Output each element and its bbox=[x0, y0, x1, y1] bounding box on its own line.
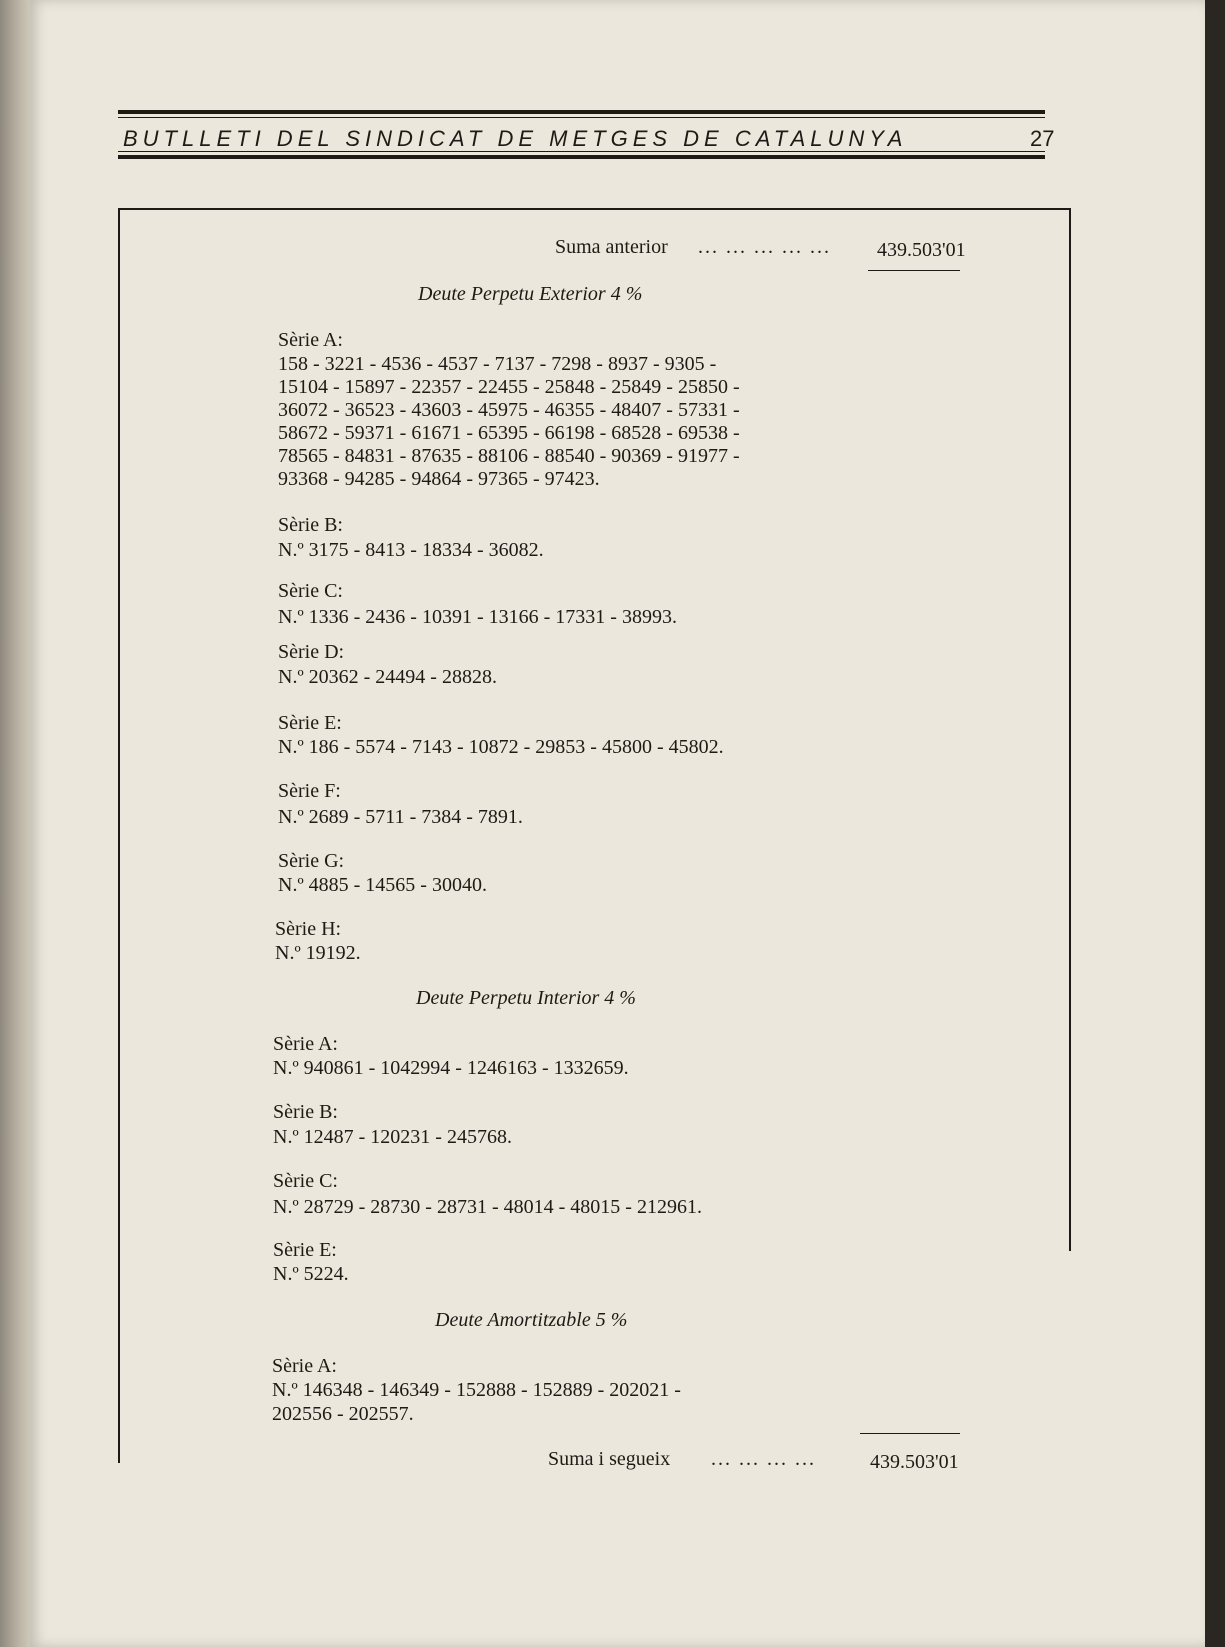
interior-serie-c-label: Sèrie C: bbox=[273, 1170, 338, 1192]
interior-serie-a-numbers: N.º 940861 - 1042994 - 1246163 - 1332659. bbox=[273, 1057, 629, 1079]
header-rule-bottom bbox=[118, 155, 1045, 159]
section-title-interior: Deute Perpetu Interior 4 % bbox=[416, 987, 636, 1009]
exterior-serie-b-numbers: N.º 3175 - 8413 - 18334 - 36082. bbox=[278, 539, 544, 561]
top-total-label: Suma anterior bbox=[555, 236, 668, 258]
exterior-serie-e-numbers: N.º 186 - 5574 - 7143 - 10872 - 29853 - 45800 - 45802. bbox=[278, 736, 724, 758]
document-page bbox=[30, 0, 1205, 1647]
exterior-serie-a-line: 58672 - 59371 - 61671 - 65395 - 66198 - 68528 - 69538 - bbox=[278, 422, 740, 444]
top-total-value: 439.503'01 bbox=[877, 239, 966, 261]
header-rule-top-thin bbox=[118, 117, 1045, 118]
amortitzable-serie-a-label: Sèrie A: bbox=[272, 1355, 337, 1377]
exterior-serie-b-label: Sèrie B: bbox=[278, 514, 343, 536]
exterior-serie-a-line: 158 - 3221 - 4536 - 4537 - 7137 - 7298 - 8937 - 9305 - bbox=[278, 353, 717, 375]
frame-left bbox=[118, 208, 120, 1463]
exterior-serie-h-label: Sèrie H: bbox=[275, 918, 342, 940]
exterior-serie-d-label: Sèrie D: bbox=[278, 641, 345, 663]
exterior-serie-a-line: 93368 - 94285 - 94864 - 97365 - 97423. bbox=[278, 468, 600, 490]
frame-top bbox=[118, 208, 1071, 210]
frame-right bbox=[1069, 208, 1071, 1251]
section-title-exterior: Deute Perpetu Exterior 4 % bbox=[418, 283, 643, 305]
exterior-serie-a-label: Sèrie A: bbox=[278, 329, 343, 351]
page-number: 27 bbox=[1030, 126, 1055, 151]
exterior-serie-f-numbers: N.º 2689 - 5711 - 7384 - 7891. bbox=[278, 806, 523, 828]
exterior-serie-a-line: 78565 - 84831 - 87635 - 88106 - 88540 - 90369 - 91977 - bbox=[278, 445, 740, 467]
amortitzable-serie-a-line: N.º 146348 - 146349 - 152888 - 152889 - 202021 - bbox=[272, 1379, 681, 1401]
interior-serie-a-label: Sèrie A: bbox=[273, 1033, 338, 1055]
interior-serie-e-numbers: N.º 5224. bbox=[273, 1263, 349, 1285]
interior-serie-e-label: Sèrie E: bbox=[273, 1239, 337, 1261]
top-total-dots: ... ... ... ... ... bbox=[698, 236, 831, 258]
exterior-serie-g-numbers: N.º 4885 - 14565 - 30040. bbox=[278, 874, 487, 896]
section-title-amortitzable: Deute Amortitzable 5 % bbox=[435, 1309, 628, 1331]
exterior-serie-c-numbers: N.º 1336 - 2436 - 10391 - 13166 - 17331 - 38993. bbox=[278, 606, 677, 628]
exterior-serie-e-label: Sèrie E: bbox=[278, 712, 342, 734]
facing-page-edge bbox=[0, 0, 30, 1647]
top-total-underline bbox=[868, 270, 960, 271]
bottom-total-value: 439.503'01 bbox=[870, 1451, 959, 1473]
header-title: BUTLLETI DEL SINDICAT DE METGES DE CATALUNYA bbox=[123, 126, 908, 151]
exterior-serie-a-line: 36072 - 36523 - 43603 - 45975 - 46355 - 48407 - 57331 - bbox=[278, 399, 740, 421]
header-rule-top bbox=[118, 110, 1045, 114]
bottom-total-label: Suma i segueix bbox=[548, 1448, 671, 1470]
exterior-serie-d-numbers: N.º 20362 - 24494 - 28828. bbox=[278, 666, 497, 688]
interior-serie-c-numbers: N.º 28729 - 28730 - 28731 - 48014 - 48015 - 212961. bbox=[273, 1196, 702, 1218]
exterior-serie-g-label: Sèrie G: bbox=[278, 850, 345, 872]
header-rule-bottom-thin bbox=[118, 151, 1045, 152]
amortitzable-serie-a-line: 202556 - 202557. bbox=[272, 1403, 414, 1425]
exterior-serie-c-label: Sèrie C: bbox=[278, 580, 343, 602]
bottom-total-dots: ... ... ... ... bbox=[711, 1448, 816, 1470]
exterior-serie-h-numbers: N.º 19192. bbox=[275, 942, 361, 964]
bottom-total-overline bbox=[860, 1433, 960, 1434]
interior-serie-b-label: Sèrie B: bbox=[273, 1101, 338, 1123]
exterior-serie-f-label: Sèrie F: bbox=[278, 780, 341, 802]
exterior-serie-a-line: 15104 - 15897 - 22357 - 22455 - 25848 - 25849 - 25850 - bbox=[278, 376, 740, 398]
interior-serie-b-numbers: N.º 12487 - 120231 - 245768. bbox=[273, 1126, 512, 1148]
